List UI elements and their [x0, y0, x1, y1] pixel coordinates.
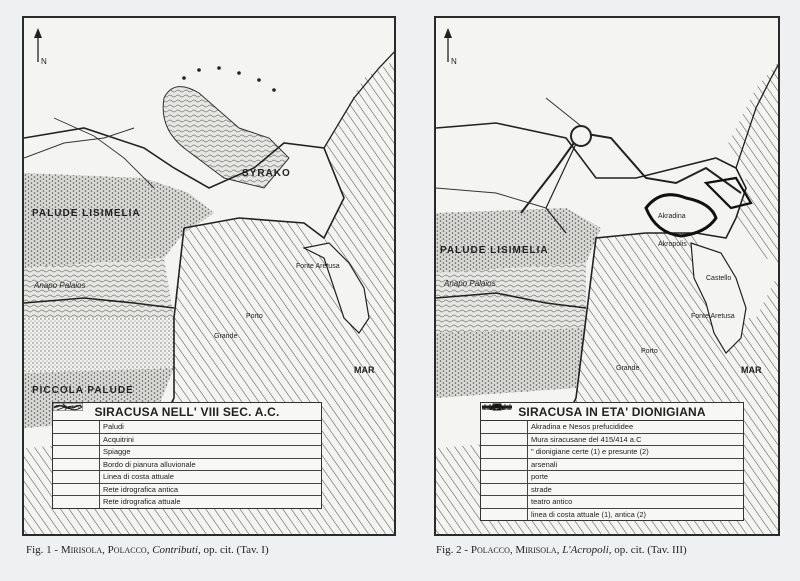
figure-1-caption: Fig. 1 - Mirisola, Polacco, Contributi, op. cit. (Tav. I): [26, 544, 269, 556]
dot-arc-1: [182, 66, 276, 92]
marsh-label-1: PALUDE LISIMELIA: [32, 208, 141, 219]
legend-2-title: SIRACUSA IN ETA' DIONIGIANA: [481, 403, 743, 421]
river-label-2: Anapo Palaios: [444, 279, 496, 288]
marsh-area-2: [436, 208, 601, 273]
legend-1-row: Rete idrografica attuale: [53, 496, 321, 508]
legend-2-row: Mura siracusane del 415/414 a.C: [481, 434, 743, 447]
legend-1-row: Spiagge: [53, 446, 321, 459]
legend-1-row: Bordo di pianura alluvionale: [53, 459, 321, 472]
port-label-2a: Porto: [641, 348, 658, 355]
legend-2: [480, 402, 744, 521]
acropolis-label: Akropolis: [658, 241, 687, 248]
figure-2: [434, 16, 780, 556]
port-label-1b: Grande: [214, 333, 238, 340]
marsh-label-2: PALUDE LISIMELIA: [440, 245, 549, 256]
legend-2-row: linea di costa attuale (1), antica (2): [481, 509, 743, 521]
figure-1: [22, 16, 396, 556]
river-label-1: Anapo Palaios: [34, 281, 86, 290]
euryalus-fort: [571, 126, 591, 146]
sea-label-1: MAR: [354, 365, 375, 375]
legend-1-row: Linea di costa attuale: [53, 471, 321, 484]
legend-1-row: Paludi: [53, 421, 321, 434]
legend-1-row: Rete idrografica antica: [53, 484, 321, 497]
port-label-1a: Porto: [246, 313, 263, 320]
legend-2-row: teatro antico: [481, 496, 743, 509]
castle-label: Castello: [706, 275, 732, 282]
figure-2-caption: Fig. 2 - Polacco, Mirisola, L'Acropoli, op. cit. (Tav. III): [436, 544, 687, 556]
legend-2-row: strade: [481, 484, 743, 497]
small-marsh-label: PICCOLA PALUDE: [32, 385, 134, 396]
map-1-frame: [22, 16, 396, 536]
north-label-2: N: [451, 57, 457, 66]
achradina-label: Akradina: [658, 213, 686, 220]
north-label-1: N: [41, 57, 47, 66]
sea-label-2: MAR: [741, 365, 762, 375]
port-label-2b: Grande: [616, 365, 640, 372]
road-2b: [546, 98, 581, 126]
legend-1-title: SIRACUSA NELL' VIII SEC. A.C.: [53, 403, 321, 421]
city-label-1: SYRAKO: [242, 168, 291, 179]
fountain-label-2: Fonte Aretusa: [691, 313, 735, 320]
legend-1-row: Acquitrini: [53, 434, 321, 447]
legend-2-row: arsenali: [481, 459, 743, 472]
marsh-area-2b: [436, 328, 586, 398]
legend-1: [52, 402, 322, 509]
swamp-area-2: [436, 263, 586, 333]
map-2-frame: [434, 16, 780, 536]
sea-hatch-2b: [726, 58, 780, 268]
legend-2-row: Akradina e Nesos prefucididee: [481, 421, 743, 434]
beach-area-1: [24, 318, 174, 373]
legend-2-row: " dionigiane certe (1) e presunte (2): [481, 446, 743, 459]
legend-2-row: porte: [481, 471, 743, 484]
fountain-label-1: Fonte Aretusa: [296, 263, 340, 270]
